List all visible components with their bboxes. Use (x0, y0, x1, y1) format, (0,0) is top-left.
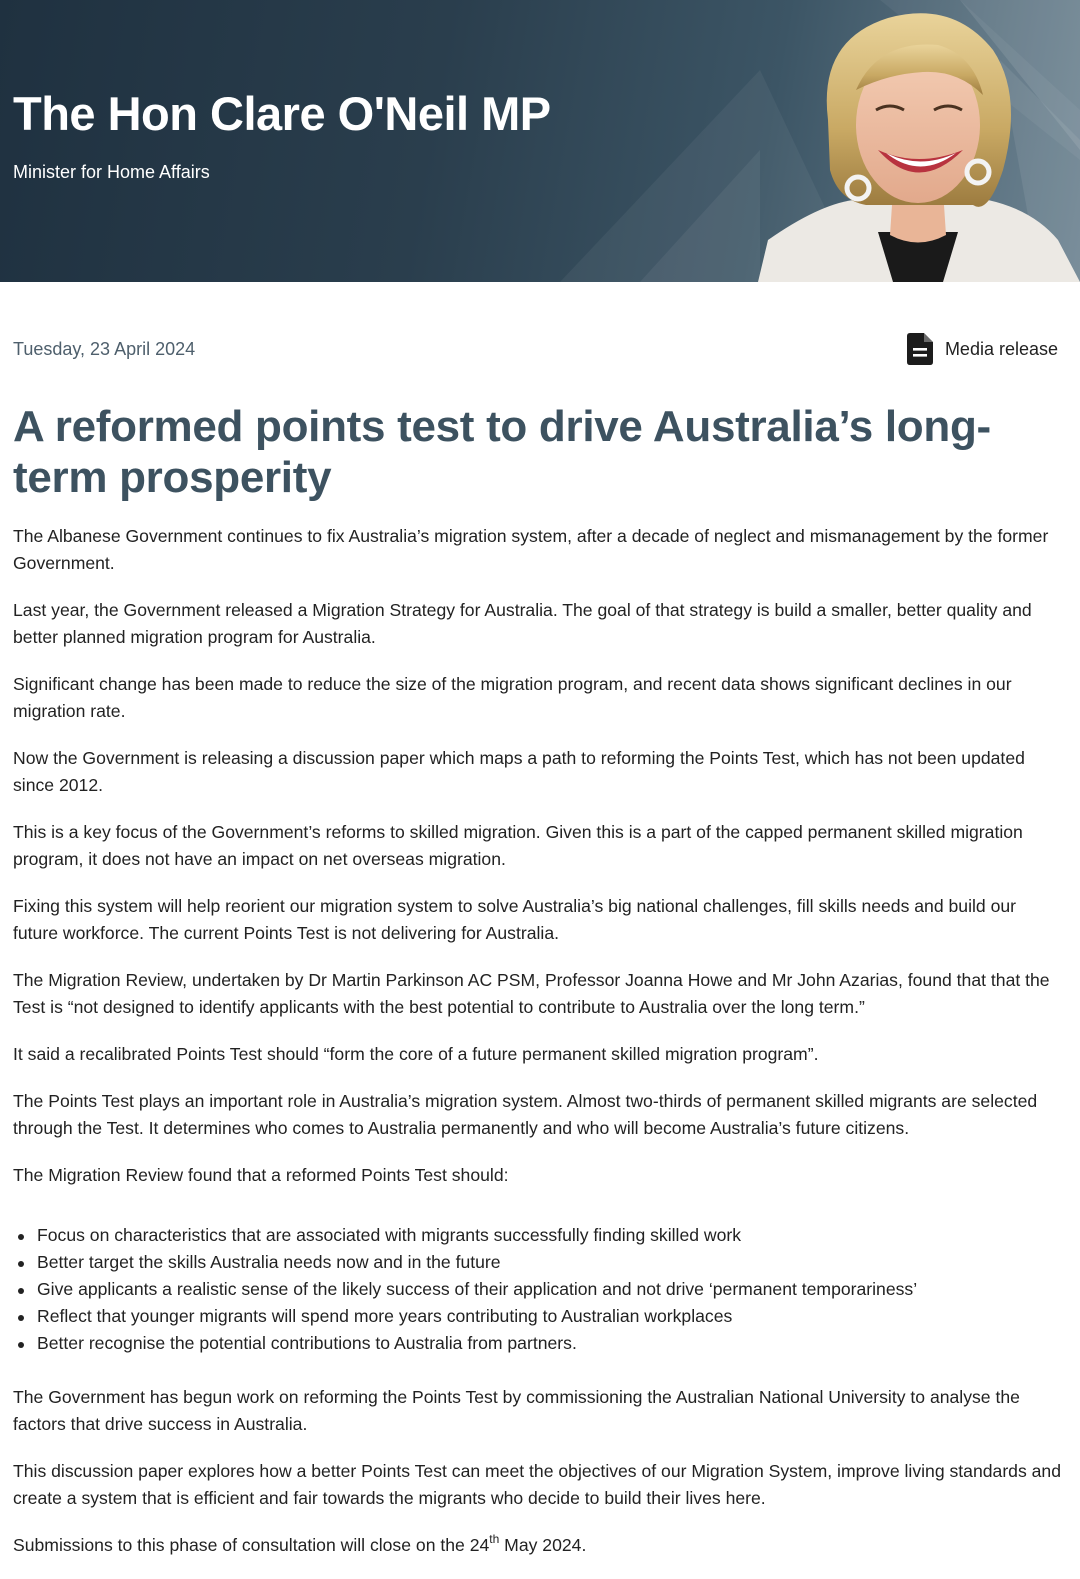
paragraph: Last year, the Government released a Migration Strategy for Australia. The goal of that strategy is build a smaller, better quality and better planned migration program for Australia. (13, 600, 1032, 647)
paragraph: Fixing this system will help reorient our migration system to solve Australia’s big national challenges, fill skills needs and build our future workforce. The current Points Test is not delivering for Australia. (13, 896, 1016, 943)
list-item: Reflect that younger migrants will spend more years contributing to Australian workplaces (13, 1303, 1063, 1330)
paragraph: The Albanese Government continues to fix Australia’s migration system, after a decade of neglect and mismanagement by the former Government. (13, 526, 1049, 573)
paragraph: The Points Test plays an important role in Australia’s migration system. Almost two-thirds of permanent skilled migrants are selected through the Test. It determines who comes to Australia permanently and who will become Australia’s future citizens. (13, 1091, 1038, 1138)
minister-banner (0, 0, 1080, 282)
paragraph: This is a key focus of the Government’s reforms to skilled migration. Given this is a part of the capped permanent skilled migration program, it does not have an impact on net overseas migration. (13, 822, 1023, 869)
paragraph: Significant change has been made to reduce the size of the migration program, and recent data shows significant declines in our migration rate. (13, 674, 1012, 721)
submissions-paragraph (13, 1532, 1063, 1559)
paragraph: This discussion paper explores how a better Points Test can meet the objectives of our Migration System, improve living standards and create a system that is efficient and fair towards the migrants who decide to build their lives here. (13, 1461, 1062, 1508)
paragraph: Now the Government is releasing a discussion paper which maps a path to reforming the Points Test, which has not been updated since 2012. (13, 748, 1025, 795)
paragraph: The Migration Review found that a reformed Points Test should: (13, 1165, 509, 1185)
release-type (907, 333, 1058, 365)
ordinal-suffix: th (489, 1532, 500, 1546)
paragraph: It said a recalibrated Points Test should “form the core of a future permanent skilled migration program”. (13, 1044, 819, 1064)
minister-name: The Hon Clare O'Neil MP (13, 87, 551, 140)
article-body (13, 523, 1063, 1579)
list-item: Focus on characteristics that are associated with migrants successfully finding skilled work (13, 1222, 1063, 1249)
submissions-text: Submissions to this phase of consultation will close on the 24 (13, 1535, 490, 1555)
release-type-label: Media release (944, 338, 1058, 359)
list-item: Give applicants a realistic sense of the likely success of their application and not drive ‘permanent temporariness’ (13, 1276, 1063, 1303)
list-item: Better target the skills Australia needs now and in the future (13, 1249, 1063, 1276)
article-title: A reformed points test to drive Australia’s long-term prosperity (13, 402, 991, 502)
reform-criteria-list (13, 1222, 1063, 1357)
document-icon (907, 333, 933, 365)
release-date: Tuesday, 23 April 2024 (13, 338, 196, 359)
release-meta (13, 332, 1058, 366)
minister-role: Minister for Home Affairs (13, 162, 210, 182)
paragraph: The Migration Review, undertaken by Dr Martin Parkinson AC PSM, Professor Joanna Howe and Mr John Azarias, found that that the Test is “not designed to identify applicants with the best potential to contribute to Australia over the long term.” (13, 970, 1050, 1017)
paragraph: The Government has begun work on reforming the Points Test by commissioning the Australian National University to analyse the factors that drive success in Australia. (13, 1387, 1020, 1434)
submissions-date-text: May 2024. (499, 1535, 587, 1555)
minister-portrait (758, 0, 1080, 282)
list-item: Better recognise the potential contributions to Australia from partners. (13, 1330, 1063, 1357)
